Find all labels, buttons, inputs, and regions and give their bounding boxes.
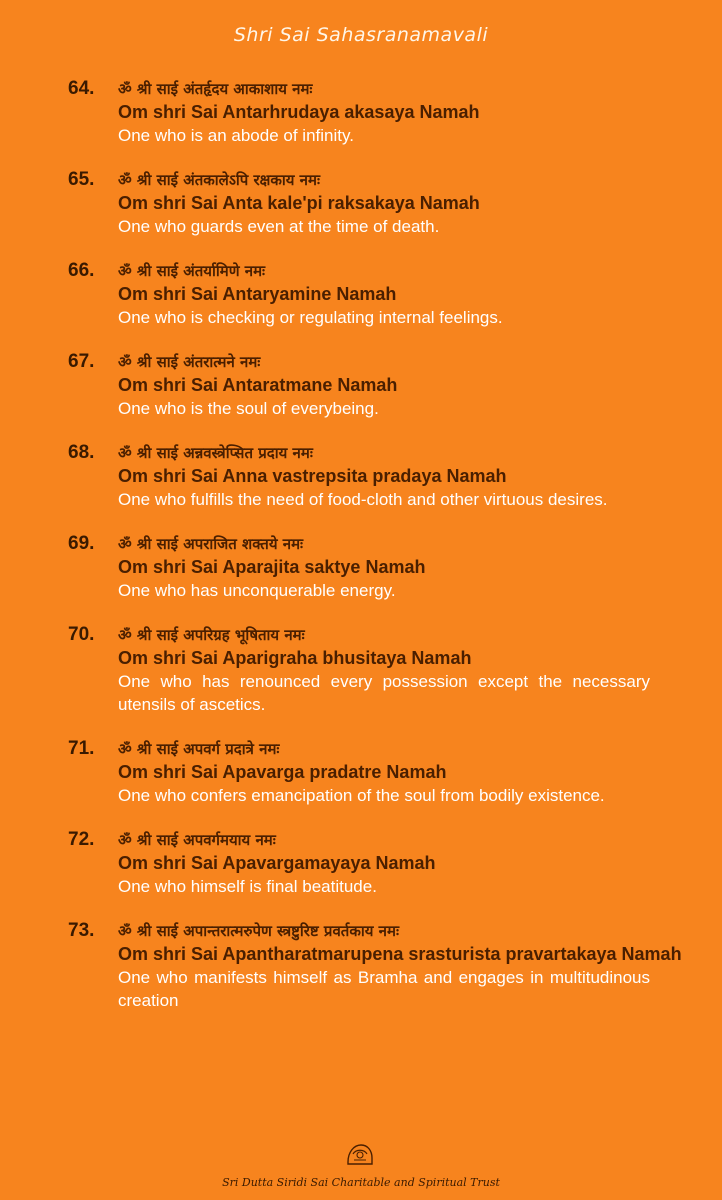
meaning-text: One who has unconquerable energy. <box>118 581 396 600</box>
roman-mantra: Om shri Sai Aparigraha bhusitaya Namah <box>118 648 472 668</box>
roman-mantra: Om shri Sai Antarhrudaya akasaya Namah <box>118 102 480 122</box>
devanagari-mantra: ॐ श्री साई अपवर्ग प्रदात्रे नमः <box>118 740 280 758</box>
list-item <box>0 169 722 238</box>
list-item <box>0 738 722 807</box>
devanagari-mantra: ॐ श्री साई अंतकालेऽपि रक्षकाय नमः <box>118 171 321 189</box>
entry-number: 64. <box>68 78 95 99</box>
entry-number: 72. <box>68 829 95 850</box>
devanagari-mantra: ॐ श्री साई अपराजित शक्तये नमः <box>118 535 304 553</box>
meaning-text: One who has renounced every possession except the necessary utensils of ascetics. <box>118 672 650 714</box>
entry-number: 69. <box>68 533 95 554</box>
entry-number: 73. <box>68 920 95 941</box>
page-title: Shri Sai Sahasranamavali <box>233 24 489 46</box>
devanagari-mantra: ॐ श्री साई अपान्तरात्मरुपेण स्त्रष्टुरिष्ट प्रवर्तकाय नमः <box>118 922 399 940</box>
trust-name: Sri Dutta Siridi Sai Charitable and Spiritual Trust <box>222 1176 500 1189</box>
devanagari-mantra: ॐ श्री साई अंतर्हृदय आकाशाय नमः <box>118 80 313 98</box>
list-item <box>0 533 722 602</box>
sai-baba-logo-icon <box>342 1140 378 1168</box>
roman-mantra: Om shri Sai Apantharatmarupena srasturista pravartakaya Namah <box>118 944 682 964</box>
entry-number: 70. <box>68 624 95 645</box>
roman-mantra: Om shri Sai Antaratmane Namah <box>118 375 398 395</box>
devanagari-mantra: ॐ श्री साई अन्नवस्त्रेप्सित प्रदाय नमः <box>118 444 313 462</box>
entry-number: 67. <box>68 351 95 372</box>
roman-mantra: Om shri Sai Apavargamayaya Namah <box>118 853 436 873</box>
meaning-text: One who is checking or regulating internal feelings. <box>118 308 503 327</box>
list-item <box>0 624 722 716</box>
entry-number: 65. <box>68 169 95 190</box>
entry-number: 66. <box>68 260 95 281</box>
roman-mantra: Om shri Sai Aparajita saktye Namah <box>118 557 426 577</box>
roman-mantra: Om shri Sai Anna vastrepsita pradaya Namah <box>118 466 507 486</box>
list-item <box>0 920 722 1012</box>
meaning-text: One who is an abode of infinity. <box>118 126 354 145</box>
list-item <box>0 260 722 329</box>
list-item <box>0 78 722 147</box>
devanagari-mantra: ॐ श्री साई अपवर्गमयाय नमः <box>118 831 276 849</box>
devanagari-mantra: ॐ श्री साई अंतर्यामिणे नमः <box>118 262 266 280</box>
devanagari-mantra: ॐ श्री साई अंतरात्मने नमः <box>118 353 261 371</box>
meaning-text: One who confers emancipation of the soul from bodily existence. <box>118 786 605 805</box>
entry-number: 68. <box>68 442 95 463</box>
list-item <box>0 442 722 511</box>
roman-mantra: Om shri Sai Antaryamine Namah <box>118 284 397 304</box>
meaning-text: One who is the soul of everybeing. <box>118 399 379 418</box>
list-item <box>0 829 722 898</box>
roman-mantra: Om shri Sai Apavarga pradatre Namah <box>118 762 447 782</box>
entry-number: 71. <box>68 738 95 759</box>
devanagari-mantra: ॐ श्री साई अपरिग्रह भूषिताय नमः <box>118 626 305 644</box>
meaning-text: One who manifests himself as Bramha and engages in multitudinous creation <box>118 968 650 1010</box>
meaning-text: One who fulfills the need of food-cloth and other virtuous desires. <box>118 490 608 509</box>
meaning-text: One who himself is final beatitude. <box>118 877 377 896</box>
name-list <box>0 78 722 1034</box>
roman-mantra: Om shri Sai Anta kale'pi raksakaya Namah <box>118 193 480 213</box>
list-item <box>0 351 722 420</box>
meaning-text: One who guards even at the time of death. <box>118 217 440 236</box>
